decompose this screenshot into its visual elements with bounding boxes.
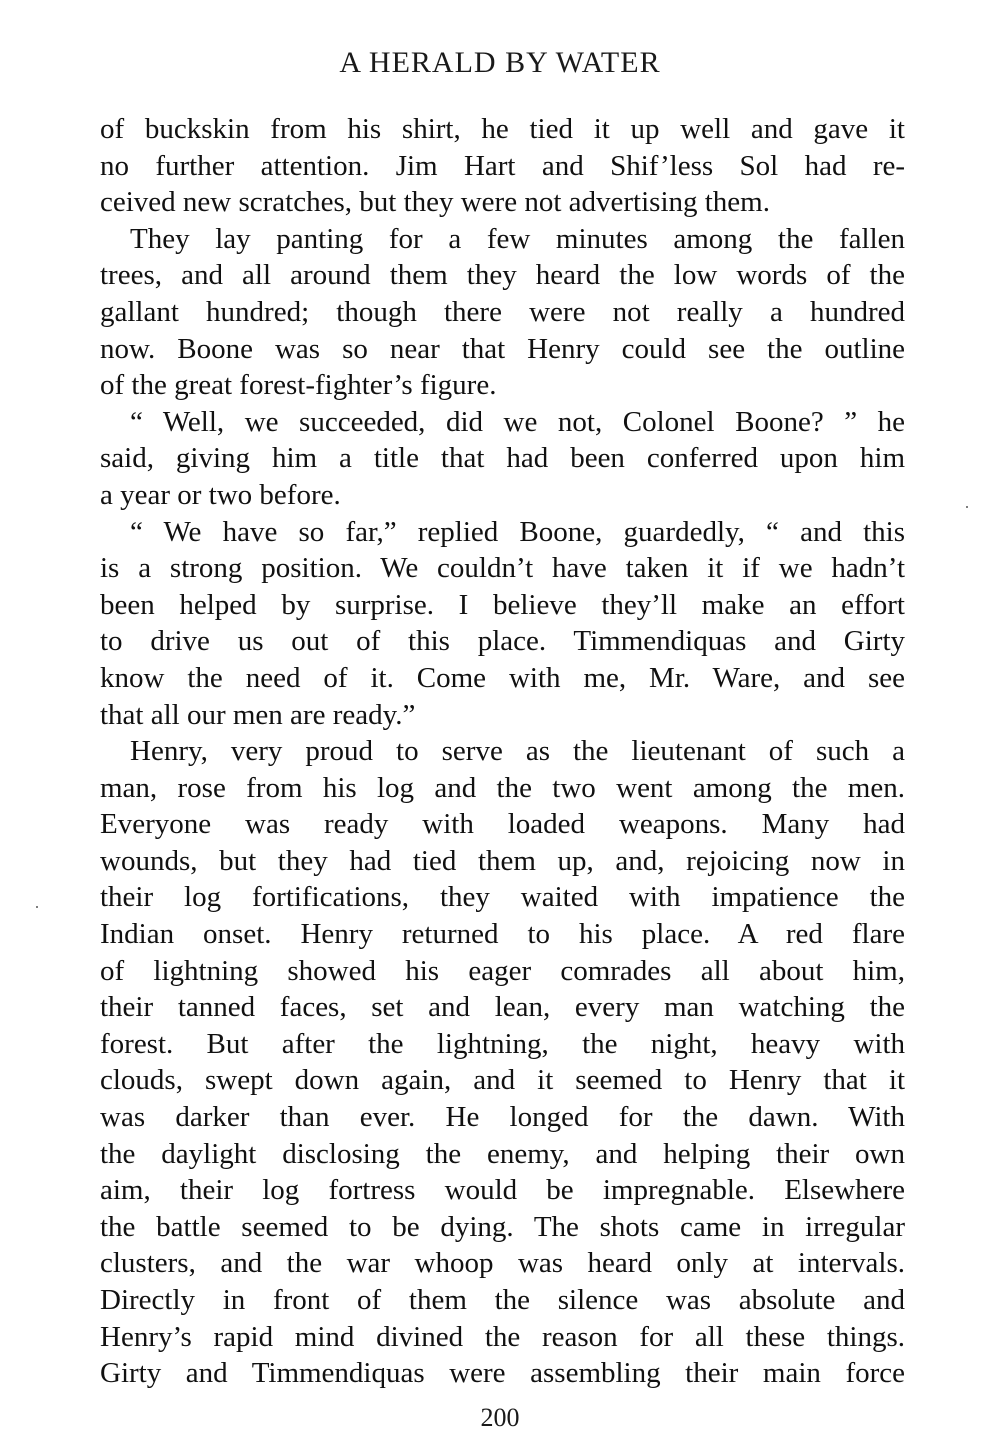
text-line: ceived new scratches, but they were not advertising them.: [100, 186, 770, 219]
text-line: the battle seemed to be dying. The shots came in irregular: [100, 1210, 905, 1243]
text-line: their tanned faces, set and lean, every man watching the: [100, 991, 905, 1024]
text-line: of lightning showed his eager comrades all about him,: [100, 954, 905, 987]
text-line: Directly in front of them the silence was absolute and: [100, 1284, 905, 1316]
text-line: Indian onset. Henry returned to his place. A red flare: [100, 918, 905, 951]
text-line: now. Boone was so near that Henry could see the outline: [100, 332, 905, 365]
text-line: “ Well, we succeeded, did we not, Colonel Boone? ” he: [130, 405, 905, 438]
text-line: to drive us out of this place. Timmendiquas and Girty: [100, 625, 905, 658]
text-line: of the great forest-fighter’s figure.: [100, 369, 497, 402]
text-line: was darker than ever. He longed for the dawn. With: [100, 1101, 905, 1134]
text-line: is a strong position. We couldn’t have taken it if we hadn’t: [100, 552, 905, 585]
text-line: the daylight disclosing the enemy, and helping their own: [100, 1137, 905, 1170]
text-line: They lay panting for a few minutes among the fallen: [130, 222, 905, 255]
text-line: Henry’s rapid mind divined the reason for all these things.: [100, 1320, 905, 1353]
text-line: man, rose from his log and the two went among the men.: [100, 771, 905, 804]
page-number: 200: [480, 1403, 520, 1432]
text-line: a year or two before.: [100, 478, 341, 511]
text-line: said, giving him a title that had been conferred upon him: [100, 442, 905, 475]
text-line: trees, and all around them they heard the low words of the: [100, 259, 905, 292]
text-line: know the need of it. Come with me, Mr. Ware, and see: [100, 661, 905, 694]
text-line: gallant hundred; though there were not really a hundred: [100, 295, 905, 328]
scan-speck: [966, 506, 968, 508]
text-line: been helped by surprise. I believe they’ll make an effort: [100, 588, 905, 621]
text-line: that all our men are ready.”: [100, 698, 416, 731]
text-line: of buckskin from his shirt, he tied it up well and gave it: [100, 113, 905, 145]
text-line: Henry, very proud to serve as the lieutenant of such a: [130, 735, 905, 768]
text-line: forest. But after the lightning, the night, heavy with: [100, 1027, 905, 1060]
text-line: clusters, and the war whoop was heard only at intervals.: [100, 1247, 905, 1280]
text-line: no further attention. Jim Hart and Shif’less Sol had re-: [100, 149, 905, 182]
body-text: [100, 111, 905, 1392]
text-line: wounds, but they had tied them up, and, rejoicing now in: [100, 844, 905, 877]
text-line: aim, their log fortress would be impregnable. Elsewhere: [100, 1174, 905, 1207]
text-line: clouds, swept down again, and it seemed to Henry that it: [100, 1064, 905, 1097]
scan-speck: [36, 906, 38, 908]
running-head: A HERALD BY WATER: [339, 46, 661, 79]
text-line: their log fortifications, they waited with impatience the: [100, 881, 905, 914]
text-line: “ We have so far,” replied Boone, guardedly, “ and this: [130, 515, 905, 548]
text-line: Everyone was ready with loaded weapons. Many had: [100, 808, 905, 841]
text-line: Girty and Timmendiquas were assembling their main force: [100, 1357, 905, 1390]
